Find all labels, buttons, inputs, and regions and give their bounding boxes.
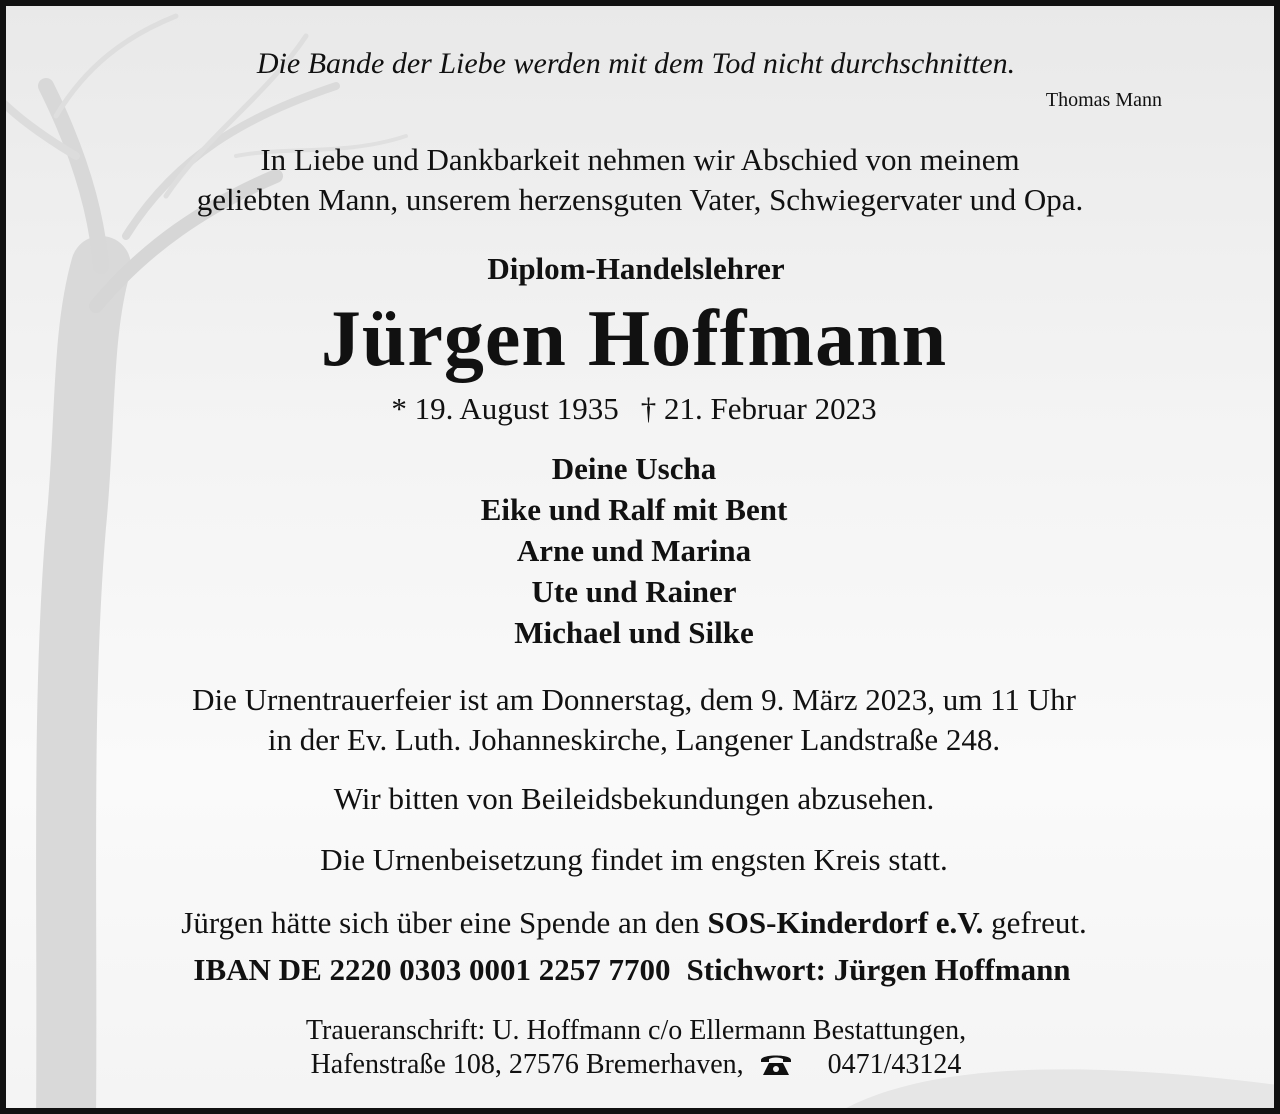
burial-info: Die Urnenbeisetzung findet im engsten Kreis statt. bbox=[320, 842, 948, 877]
iban-number: IBAN DE 2220 0303 0001 2257 7700 bbox=[193, 952, 671, 987]
phone-number: 0471/43124 bbox=[827, 1049, 962, 1080]
birth-date: * 19. August 1935 bbox=[391, 391, 619, 426]
mourner-item: Ute und Rainer bbox=[531, 574, 737, 609]
address-line-1: Traueranschrift: U. Hoffmann c/o Ellermann Bestattungen, bbox=[305, 1015, 967, 1046]
mourner-item: Michael und Silke bbox=[514, 615, 754, 650]
mourners-list bbox=[0, 448, 1268, 653]
motto-quote: Die Bande der Liebe werden mit dem Tod nicht durchschnitten. bbox=[256, 47, 1016, 80]
donation-text bbox=[0, 904, 1268, 942]
ceremony-line-1: Die Urnentrauerfeier ist am Donnerstag, dem 9. März 2023, um 11 Uhr bbox=[192, 682, 1076, 717]
address-line-2 bbox=[2, 1048, 1270, 1082]
condolence-request: Wir bitten von Beileidsbekundungen abzusehen. bbox=[333, 781, 935, 816]
telephone-icon bbox=[759, 1051, 793, 1077]
intro-line-1: In Liebe und Dankbarkeit nehmen wir Abschied von meinem bbox=[260, 142, 1020, 177]
intro-line-2: geliebten Mann, unserem herzensguten Vater, Schwiegervater und Opa. bbox=[196, 182, 1084, 217]
bank-details bbox=[0, 950, 1266, 990]
death-date: † 21. Februar 2023 bbox=[640, 391, 877, 426]
donation-prefix: Jürgen hätte sich über eine Spende an den bbox=[181, 905, 700, 940]
mourning-address bbox=[2, 1014, 1270, 1082]
ceremony-line-2: in der Ev. Luth. Johanneskirche, Langener Landstraße 248. bbox=[267, 722, 1001, 757]
mourner-item: Arne und Marina bbox=[516, 533, 752, 568]
mourner-item: Eike und Ralf mit Bent bbox=[480, 492, 788, 527]
donation-suffix: gefreut. bbox=[991, 905, 1087, 940]
ceremony-info bbox=[0, 680, 1268, 760]
mourner-item: Deine Uscha bbox=[551, 451, 717, 486]
intro-text bbox=[6, 140, 1274, 220]
address-street: Hafenstraße 108, 27576 Bremerhaven, bbox=[310, 1049, 744, 1080]
donation-organization: SOS-Kinderdorf e.V. bbox=[707, 905, 984, 940]
deceased-name: Jürgen Hoffmann bbox=[320, 295, 948, 383]
motto-author: Thomas Mann bbox=[1045, 89, 1162, 111]
deceased-title: Diplom-Handelslehrer bbox=[487, 251, 785, 286]
donation-keyword: Stichwort: Jürgen Hoffmann bbox=[686, 952, 1071, 987]
life-dates bbox=[0, 390, 1268, 428]
